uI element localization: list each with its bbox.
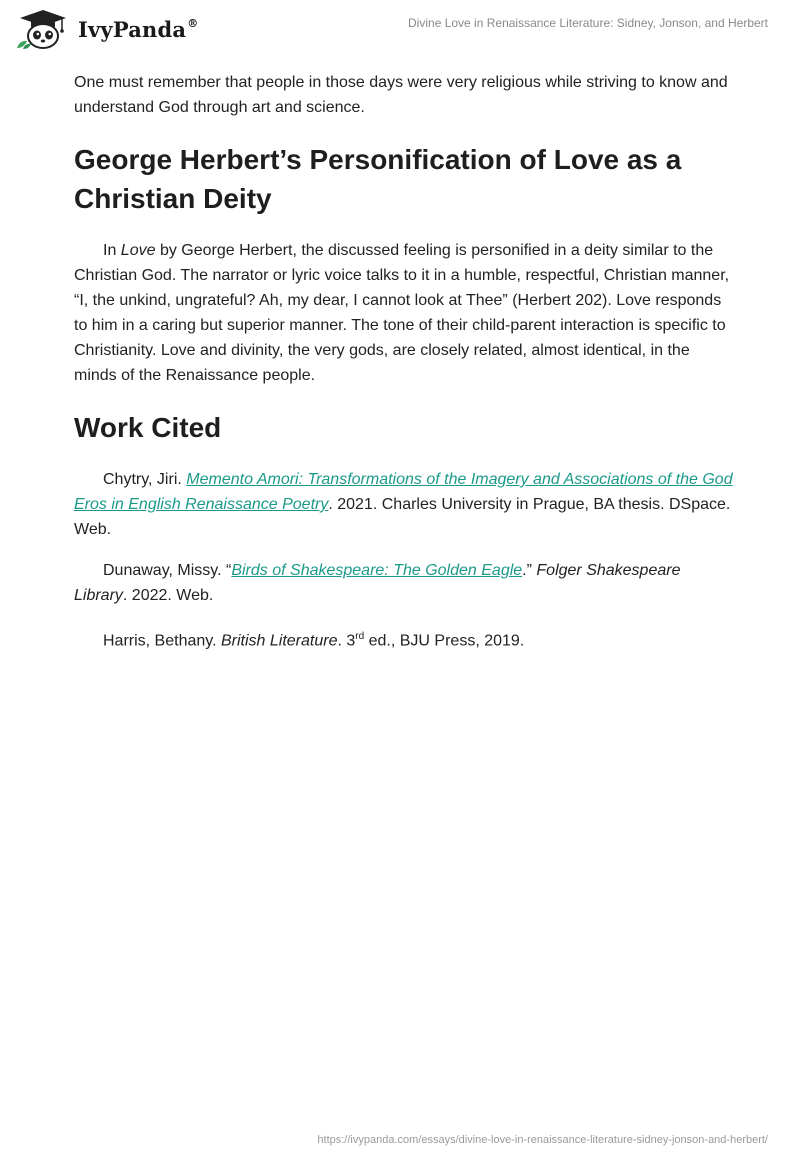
document-title: Divine Love in Renaissance Literature: Sidney, Jonson, and Herbert bbox=[408, 16, 768, 30]
citation-edition: . 3 bbox=[337, 632, 356, 650]
citation-author: Harris, Bethany. bbox=[103, 632, 221, 650]
citation-link-memento-amori[interactable]: Memento Amori: Transformations of the Imagery and Associations of the God Eros in English Renaissance Poetry bbox=[74, 471, 733, 513]
section-heading-work-cited: Work Cited bbox=[74, 412, 222, 443]
para-text-start: In bbox=[103, 242, 121, 259]
source-url[interactable]: https://ivypanda.com/essays/divine-love-in-renaissance-literature-sidney-jonson-and-herbert/ bbox=[317, 1134, 768, 1146]
citation-chytry bbox=[74, 467, 734, 542]
edition-superscript: rd bbox=[355, 631, 365, 642]
intro-paragraph: One must remember that people in those days were very religious while striving to know and understand God through art and science. bbox=[74, 74, 728, 116]
citation-source: Folger Shakespeare Library bbox=[74, 562, 681, 604]
page-header bbox=[0, 0, 800, 60]
citation-author: Dunaway, Missy. “ bbox=[103, 562, 232, 579]
para-text-body: by George Herbert, the discussed feeling is personified in a deity similar to the Christian God. The narrator or lyric voice talks to it in a humble, respectful, Christian manner, “I, the unkind, ungrateful? Ah, my dear, I cannot look at Thee” (Herbert 202). Love responds to him in a caring but superior manner. The tone of their child-parent interaction is specific to Christianity. Love and divinity, the very gods, are closely related, almost identical, in the minds of the Renaissance people. bbox=[74, 242, 730, 384]
citation-author: Chytry, Jiri. bbox=[103, 471, 187, 488]
logo-wordmark: IvyPanda® bbox=[78, 16, 199, 42]
citation-harris bbox=[74, 624, 734, 653]
citation-details: ed., BJU Press, 2019. bbox=[364, 632, 525, 650]
poem-title-love: Love bbox=[120, 242, 156, 259]
essay-content bbox=[74, 70, 734, 653]
citation-book-title: British Literature bbox=[220, 632, 338, 650]
panda-graduate-icon bbox=[14, 8, 72, 50]
citation-link-birds-of-shakespeare[interactable]: Birds of Shakespeare: The Golden Eagle bbox=[231, 562, 523, 579]
section-heading-herbert: George Herbert’s Personification of Love as a Christian Deity bbox=[74, 144, 682, 214]
ivypanda-logo[interactable] bbox=[14, 8, 198, 50]
herbert-paragraph bbox=[74, 238, 734, 388]
citation-dunaway bbox=[74, 558, 734, 608]
registered-mark: ® bbox=[187, 16, 199, 30]
citation-punctuation: .” bbox=[522, 562, 537, 579]
citation-details: . 2021. Charles University in Prague, BA thesis. DSpace. Web. bbox=[74, 496, 731, 538]
citation-details: . 2022. Web. bbox=[122, 587, 214, 604]
